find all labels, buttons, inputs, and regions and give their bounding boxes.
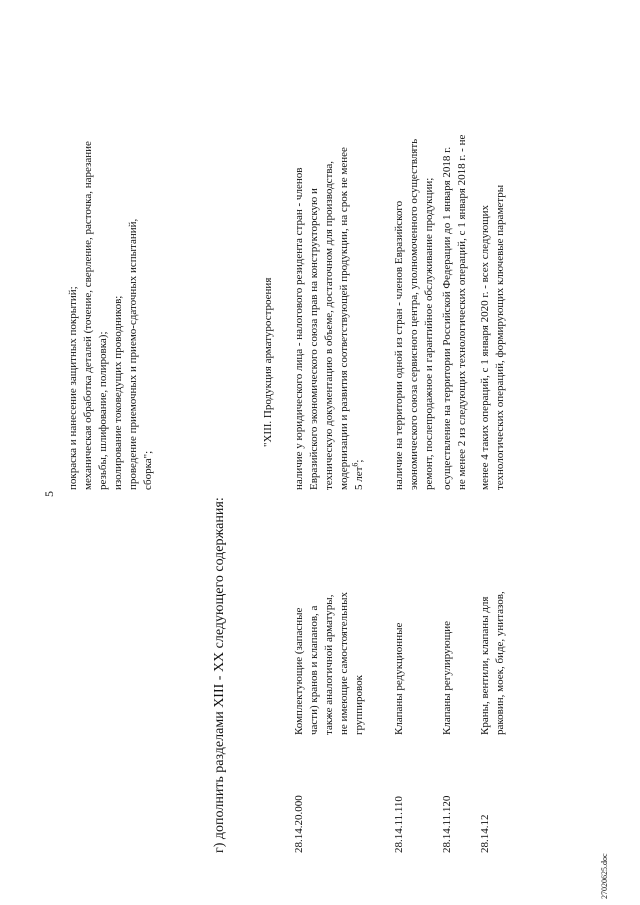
- product-name: [440, 505, 455, 735]
- text-line: 5 лет$^6$;: [350, 459, 365, 490]
- section-title: "XIII. Продукция арматуростроения: [262, 277, 274, 447]
- text-line: не имеющие самостоятельных: [338, 592, 350, 735]
- product-code: 28.14.12: [479, 814, 491, 853]
- text-line: проведение приемочных и приемо-сдаточных испытаний,: [127, 218, 139, 490]
- text-line: Комплектующие (запасные: [293, 607, 305, 735]
- text-line: сборка";: [142, 450, 154, 490]
- text-line: технологических операций, формирующих ключевые параметры: [494, 184, 506, 490]
- product-name: [292, 505, 367, 735]
- product-code: 28.14.20.000: [293, 795, 305, 853]
- text-line: части) кранов и клапанов, а: [308, 605, 320, 735]
- text-line: раковин, моек, биде, унитазов,: [494, 591, 506, 735]
- product-name: [392, 505, 407, 735]
- text-line: Клапаны регулирующие: [441, 621, 453, 735]
- text-line: осуществление на территории Российской Федерации до 1 января 2018 г.: [441, 146, 453, 490]
- text-line: Краны, вентили, клапаны для: [479, 596, 491, 735]
- text-line: Евразийского экономического союза прав на конструкторскую и: [308, 188, 320, 490]
- product-code: 28.14.11.120: [441, 795, 453, 853]
- text-line: наличие у юридического лица - налогового резидента стран - членов: [293, 167, 305, 490]
- product-name: [478, 505, 508, 735]
- text-line: ремонт, послепродажное и гарантийное обслуживание продукции;: [423, 177, 435, 490]
- text-line: менее 4 таких операций, с 1 января 2020 г. - всех следующих: [479, 204, 491, 490]
- text-line: резьбы, шлифование, полировка);: [97, 331, 109, 490]
- requirement-text: [392, 50, 437, 490]
- product-code: 28.14.11.110: [393, 796, 405, 853]
- requirement-text: [292, 50, 367, 490]
- continued-operations-list: [66, 50, 156, 490]
- text-line: также аналогичной арматуры,: [323, 594, 335, 735]
- text-line: изолирование токоведущих проводников;: [112, 295, 124, 490]
- text-line: техническую документацию в объеме, достаточном для производства,: [323, 160, 335, 490]
- text-line: группировок: [353, 675, 365, 735]
- text-line: экономического союза сервисного центра, уполномоченного осуществлять: [408, 138, 420, 490]
- page-number: 5: [42, 491, 56, 497]
- requirement-text: [440, 50, 470, 490]
- text-line: Клапаны редукционные: [393, 622, 405, 735]
- text-line: не менее 2 из следующих технологических операций, с 1 января 2018 г. - не: [456, 134, 468, 490]
- document-filename: 27020625.doc: [600, 853, 609, 899]
- requirement-text: [478, 50, 508, 490]
- amendment-intro: г) дополнить разделами XIII - XX следующего содержания:: [212, 497, 227, 853]
- text-line: покраска и нанесение защитных покрытий;: [67, 286, 79, 490]
- text-line: механическая обработка деталей (точение, сверление, расточка, нарезание: [82, 141, 94, 490]
- footnote-mark: 6: [350, 462, 360, 467]
- text-line: модернизации и развития соответствующей продукции, на срок не менее: [338, 147, 350, 490]
- text-line: наличие на территории одной из стран - членов Евразийского: [393, 200, 405, 490]
